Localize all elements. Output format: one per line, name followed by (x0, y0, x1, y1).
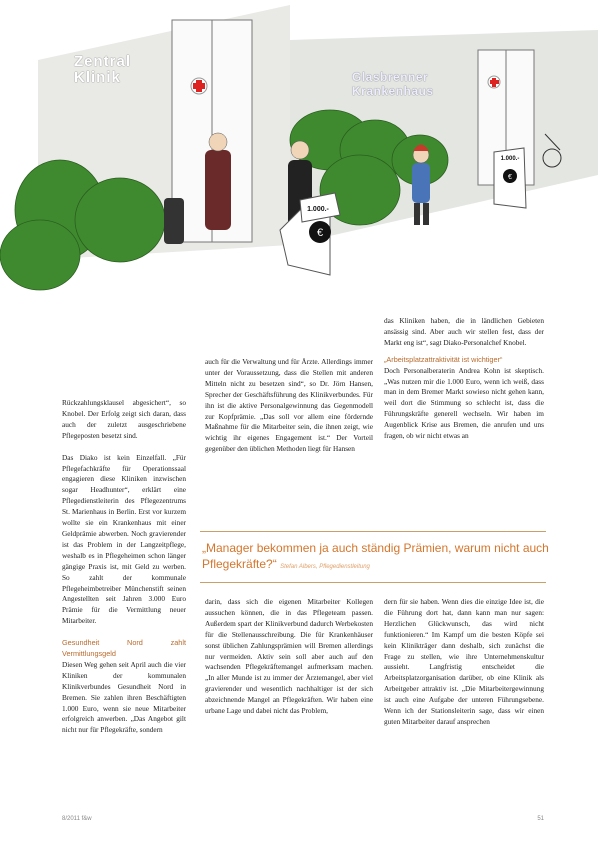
page-number: 51 (537, 816, 544, 822)
euro-symbol-left: € (316, 227, 324, 239)
paragraph: dern für sie haben. Wenn dies die einzige Idee ist, die die Führung dort hat, dann kann man nur sagen: Herzlichen Glückwunsch, das wird nicht funktionieren.“ Im Kampf um die besten Köpfe sei kein Klinikträger dann deshalb, sich zunächst die Frage zu stellen, wie ihre Unternehmenskultur aussieht. Langfristig entscheidet die Arbeitsplatzorganisation darüber, ob eine Klinik als Arbeitgeber attraktiv ist. „Die Mitarbeitergewinnung ist auch eine Aufgabe der unteren Führungsebene. Wenn ich der Stationsleiterin sage, dass wir einen guten Mitarbeiter darauf ansprechen (384, 597, 544, 726)
hospital-illustration (0, 0, 598, 300)
quote-rule-top (200, 531, 546, 532)
pull-quote-source: Stefan Albers, Pflegedienstleitung (280, 564, 370, 570)
paragraph: Das Diako ist kein Einzelfall. „Für Pflegefachkräfte für Operationssaal engagieren diese Kliniken inzwischen sogar Headhunter“, erklärt eine Pflegedienstleiterin des Pflegezentrums St. Marienhaus in Berlin. Erst vor kurzem wollte sie ein Krankenhaus mit einer Geldprämie abwerben. Noch gravierender ist das Problem in der Langzeitpflege, weshalb es in Pflegeheimen schon länger gängige Praxis ist, mit Geld zu werben. So zahlt der kommunale Pflegeheimbetreiber Münchenstift seinen Angestellten seit Jahren 3.000 Euro Prämie für die Vermittlung neuer Mitarbeiter. (62, 452, 186, 626)
paragraph: auch für die Verwaltung und für Ärzte. Allerdings immer unter der Voraussetzung, dass die Stellen mit anderen Mitteln nicht zu besetzen sind“, so Dr. Jörn Hansen, Sprecher der Geschäftsführung des Klinikverbundes. Für ihn ist die aktive Personalgewinnung das Gegenmodell zur Kopfprämie. „Das soll vor allem eine fördernde Maßnahme für die Mitarbeiter sein, die ihnen zeigt, wie wichtig ihr eigenes Engagement ist.“ Der Vorteil gegenüber den üblichen Methoden liegt für Hansen (205, 357, 373, 454)
sign-left-price: 1.000.- (307, 206, 329, 213)
quote-rule-bottom (200, 582, 546, 583)
subheading: „Arbeitsplatzattraktivität ist wichtiger“ (384, 354, 503, 364)
article-column-2-top (205, 357, 373, 455)
pull-quote-text: „Manager bekommen ja auch ständig Prämien, warum nicht auch Pflegekräfte?“ (202, 541, 549, 571)
clinic-sign-right: Glasbrenner Krankenhaus (352, 70, 434, 98)
paragraph: Rückzahlungsklausel abgesichert“, so Knobel. Der Erfolg zeigt sich daran, dass auch der zuletzt ausgeschriebene Pflegeposten besetzt sind. (62, 398, 186, 440)
paragraph: das Kliniken haben, die in ländlichen Gebieten ansässig sind. Aber auch wir stellen fest, dass der Markt eng ist“, sagt Diako-Personalchef Knobel. (384, 316, 544, 347)
article-column-3-top (384, 316, 544, 442)
paragraph: Diesen Weg gehen seit April auch die vier Kliniken der kommunalen Klinikverbundes Gesundheit Nord in Bremen. Sie zahlen ihren Beschäftigten 1.000 Euro, wenn sie neue Mitarbeiter erfolgreich anwerben. „Das Angebot gilt nicht nur für Pflegekräfte, sondern (62, 659, 186, 735)
euro-symbol-right: € (508, 174, 512, 181)
article-column-1 (62, 398, 186, 736)
paragraph: darin, dass sich die eigenen Mitarbeiter Kollegen aussuchen können, die in das Pflegeteam passen. Außerdem spart der Klinikverbund dadurch Werbekosten für die Stellenausschreibung. Die für Krankenhäuser sonst üblichen Zahlungsprämien will Bremen allerdings nur vermeiden. Aktiv sein soll aber auch auf den wachsenden Pflegekräftemangel aufmerksam machen. „In aller Munde ist zu immer der Ärztemangel, aber viel gravierender und wesentlich nachhaltiger ist der sich abzeichnende Mangel an Pflegekräften. Wir haben eine urbane Lage und dabei nicht das Problem, (205, 597, 373, 716)
article-column-3-bottom (384, 597, 544, 728)
paragraph: Doch Personalberaterin Andrea Kohn ist skeptisch. „Was nutzen mir die 1.000 Euro, wenn ich weiß, dass man in dem Bremer Markt sowieso nicht gehen kann, weil dort die Stimmung so schlecht ist, dass die Führungskräfte generell wechseln. Wir haben im Augenblick Krise aus Bremen, die anrufen und uns fragen, ob wir nicht etwas an (384, 365, 544, 441)
pull-quote (202, 540, 562, 575)
article-column-2-bottom (205, 597, 373, 717)
footer-issue: 8/2011 f&w (62, 816, 92, 822)
subheading: Gesundheit Nord zahlt Vermittlungsgeld (62, 638, 186, 659)
sign-right-price: 1.000.- (500, 156, 520, 162)
clinic-sign-left: Zentral Klinik (74, 53, 132, 86)
